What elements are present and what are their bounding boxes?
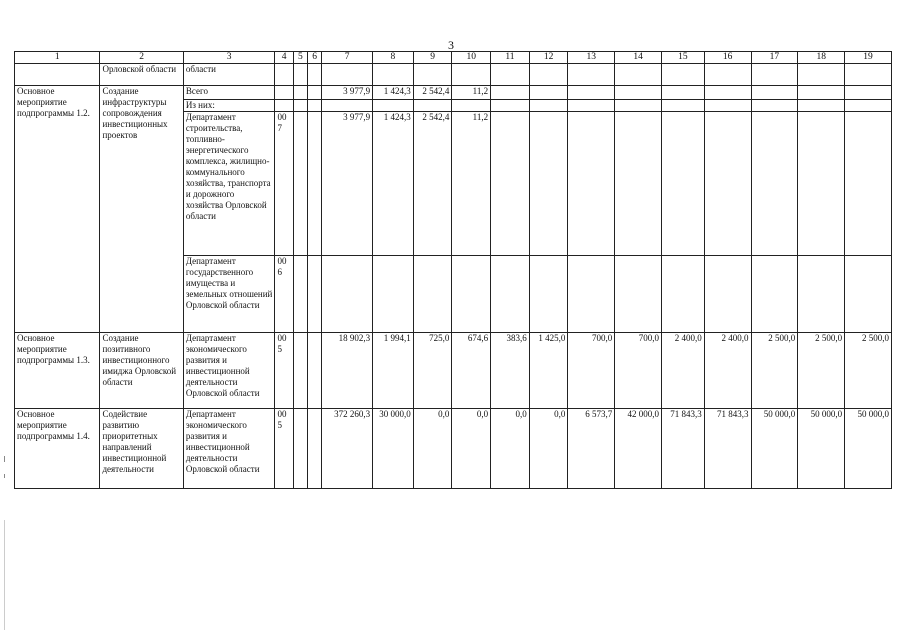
column-number: 2 [100,52,183,64]
value-cell: 1 424,3 [373,112,414,256]
column-number: 13 [568,52,615,64]
measure-name: Основное мероприятие подпрограммы 1.2. [15,86,100,333]
value-cell: 3 977,9 [322,112,373,256]
table-row [15,86,892,100]
column-number: 16 [704,52,751,64]
budget-table [14,51,892,489]
value-cell: 674,6 [452,333,491,409]
executor-continuation: области [183,64,275,86]
code-cell: 005 [275,409,293,489]
value-cell: 6 573,7 [568,409,615,489]
executor-name: Департамент экономического развития и инвестиционной деятельности Орловской области [183,409,275,489]
value-cell: 18 902,3 [322,333,373,409]
value-cell: 0,0 [529,409,568,489]
code-cell: 006 [275,256,293,333]
column-number: 11 [491,52,530,64]
value-cell: 50 000,0 [798,409,845,489]
column-number: 15 [661,52,704,64]
column-number: 19 [845,52,892,64]
column-number: 6 [307,52,321,64]
table-row [15,409,892,489]
value-cell: 700,0 [615,333,662,409]
code-cell: 005 [275,333,293,409]
column-number: 18 [798,52,845,64]
value-cell: 11,2 [452,86,491,100]
value-cell: 2 500,0 [751,333,798,409]
column-number: 3 [183,52,275,64]
column-number: 1 [15,52,100,64]
executor-name: Департамент экономического развития и инвестиционной деятельности Орловской области [183,333,275,409]
value-cell: 42 000,0 [615,409,662,489]
measure-name: Основное мероприятие подпрограммы 1.3. [15,333,100,409]
value-cell: 30 000,0 [373,409,414,489]
measure-title: Создание позитивного инвестиционного имиджа Орловской области [100,333,183,409]
measure-title: Создание инфраструктуры сопровождения инвестиционных проектов [100,86,183,333]
column-number: 10 [452,52,491,64]
value-cell: 0,0 [491,409,530,489]
total-label: Всего [183,86,275,100]
value-cell: 0,0 [452,409,491,489]
column-number: 9 [413,52,452,64]
value-cell: 2 400,0 [661,333,704,409]
value-cell: 1 994,1 [373,333,414,409]
column-number: 8 [373,52,414,64]
page-number: 3 [448,38,454,52]
responsible-continuation: Орловской области [100,64,183,86]
column-number: 12 [529,52,568,64]
value-cell: 50 000,0 [845,409,892,489]
column-number: 5 [293,52,307,64]
column-numbers-row [15,52,892,64]
of-which-label: Из них: [183,100,275,112]
scan-margin-mark [4,456,5,462]
value-cell: 2 542,4 [413,112,452,256]
value-cell: 11,2 [452,112,491,256]
column-number: 17 [751,52,798,64]
table-row [15,333,892,409]
value-cell: 2 500,0 [798,333,845,409]
column-number: 14 [615,52,662,64]
scan-margin-mark [4,474,5,478]
measure-title: Содействие развитию приоритетных направлений инвестиционной деятельности [100,409,183,489]
value-cell: 725,0 [413,333,452,409]
value-cell: 2 500,0 [845,333,892,409]
value-cell: 0,0 [413,409,452,489]
value-cell: 383,6 [491,333,530,409]
executor-name: Департамент строительства, топливно-энергетического комплекса, жилищно-коммунального хозяйства, транспорта и дорожного хозяйства Орловской области [183,112,275,256]
value-cell: 1 424,3 [373,86,414,100]
value-cell: 372 260,3 [322,409,373,489]
value-cell: 2 400,0 [704,333,751,409]
column-number: 7 [322,52,373,64]
executor-name: Департамент государственного имущества и земельных отношений Орловской области [183,256,275,333]
value-cell: 2 542,4 [413,86,452,100]
value-cell: 71 843,3 [704,409,751,489]
measure-name: Основное мероприятие подпрограммы 1.4. [15,409,100,489]
value-cell: 71 843,3 [661,409,704,489]
value-cell: 3 977,9 [322,86,373,100]
column-number: 4 [275,52,293,64]
code-cell: 007 [275,112,293,256]
scan-margin-mark [4,520,5,630]
continuation-row [15,64,892,86]
value-cell: 1 425,0 [529,333,568,409]
value-cell: 700,0 [568,333,615,409]
value-cell: 50 000,0 [751,409,798,489]
